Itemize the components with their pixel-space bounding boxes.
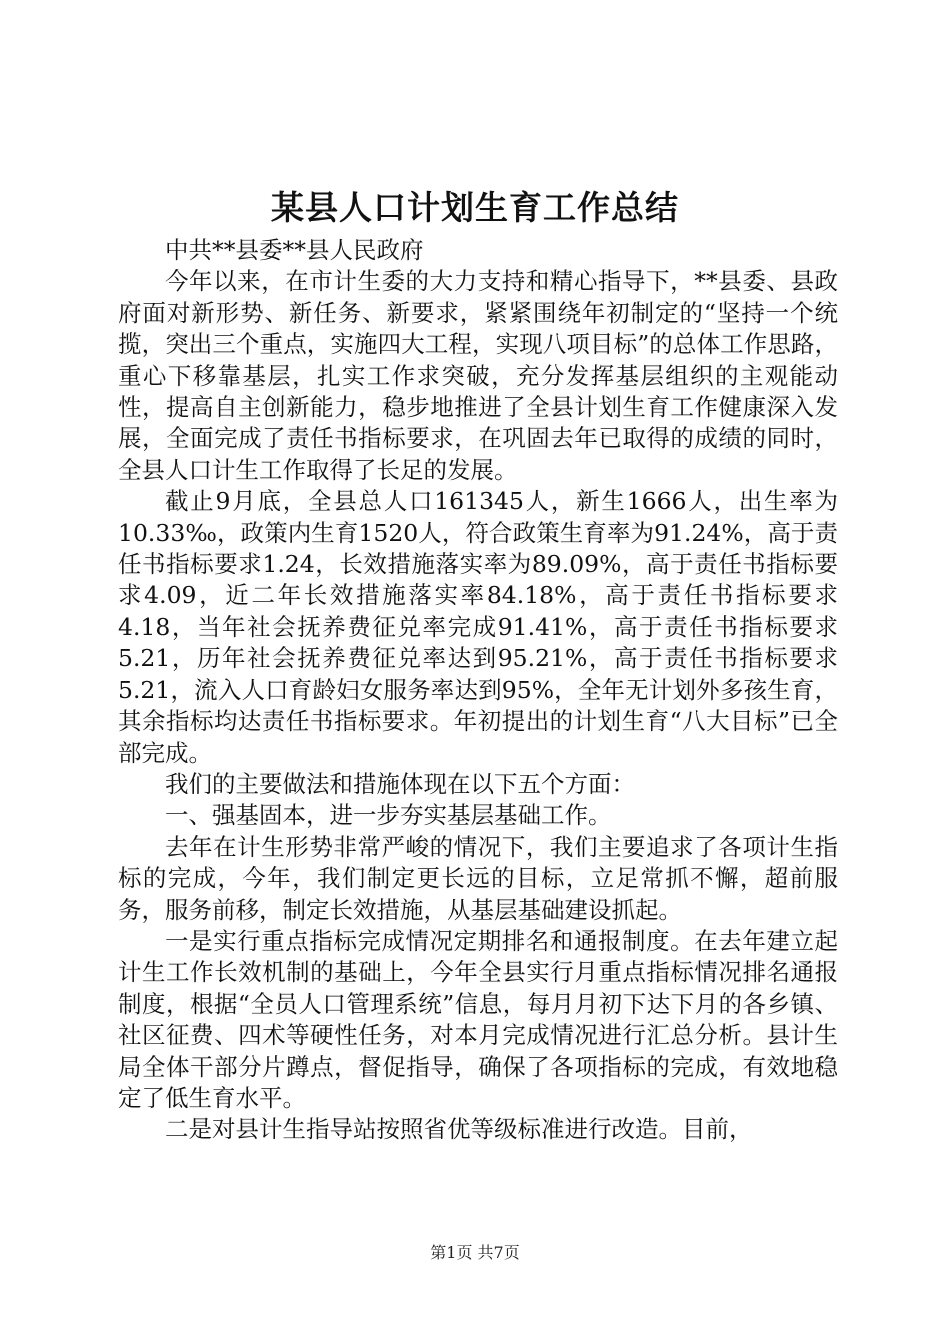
section-heading-1: 一、强基固本，进一步夯实基层基础工作。 <box>165 801 612 830</box>
document-title: 某县人口计划生育工作总结 <box>271 188 679 227</box>
paragraph-point-1: 一是实行重点指标完成情况定期排名和通报制度。在去年建立起计生工作长效机制的基础上，今年全县实行月重点指标情况排名通报制度，根据“全员人口管理系统”信息，每月月初下达下月的各乡镇、社区征费、四术等硬性任务，对本月完成情况进行汇总分析。县计生局全体干部分片蹲点，督促指导，确保了各项指标的完成，有效地稳定了低生育水平。 <box>118 926 838 1112</box>
paragraph-measures-intro: 我们的主要做法和措施体现在以下五个方面： <box>165 769 635 798</box>
paragraph-section-1: 去年在计生形势非常严峻的情况下，我们主要追求了各项计生指标的完成，今年，我们制定更长远的目标，立足常抓不懈，超前服务，服务前移，制定长效措施，从基层基础建设抓起。 <box>118 832 838 924</box>
paragraph-point-2: 二是对县计生指导站按照省优等级标准进行改造。目前， <box>165 1115 753 1144</box>
paragraph-author: 中共**县委**县人民政府 <box>165 236 424 264</box>
page-footer: 第1页 共7页 <box>430 1243 520 1262</box>
document-body <box>118 235 838 1146</box>
paragraph-intro: 今年以来，在市计生委的大力支持和精心指导下，**县委、县政府面对新形势、新任务、新要求，紧紧围绕年初制定的“坚持一个统揽，突出三个重点，实施四大工程，实现八项目标”的总体工作思路，重心下移靠基层，扎实工作求突破，充分发挥基层组织的主观能动性，提高自主创新能力，稳步地推进了全县计划生育工作健康深入发展，全面完成了责任书指标要求，在巩固去年已取得的成绩的同时，全县人口计生工作取得了长足的发展。 <box>118 267 838 484</box>
paragraph-statistics: 截止9月底，全县总人口161345人，新生1666人，出生率为10.33‰，政策内生育1520人，符合政策生育率为91.24%，高于责任书指标要求1.24，长效措施落实率为89.09%，高于责任书指标要求4.09，近二年长效措施落实率84.18%，高于责任书指标要求4.18，当年社会抚养费征兑率完成91.41%，高于责任书指标要求5.21，历年社会抚养费征兑率达到95.21%，高于责任书指标要求5.21，流入人口育龄妇女服务率达到95%，全年无计划外多孩生育，其余指标均达责任书指标要求。年初提出的计划生育“八大目标”已全部完成。 <box>118 487 838 767</box>
